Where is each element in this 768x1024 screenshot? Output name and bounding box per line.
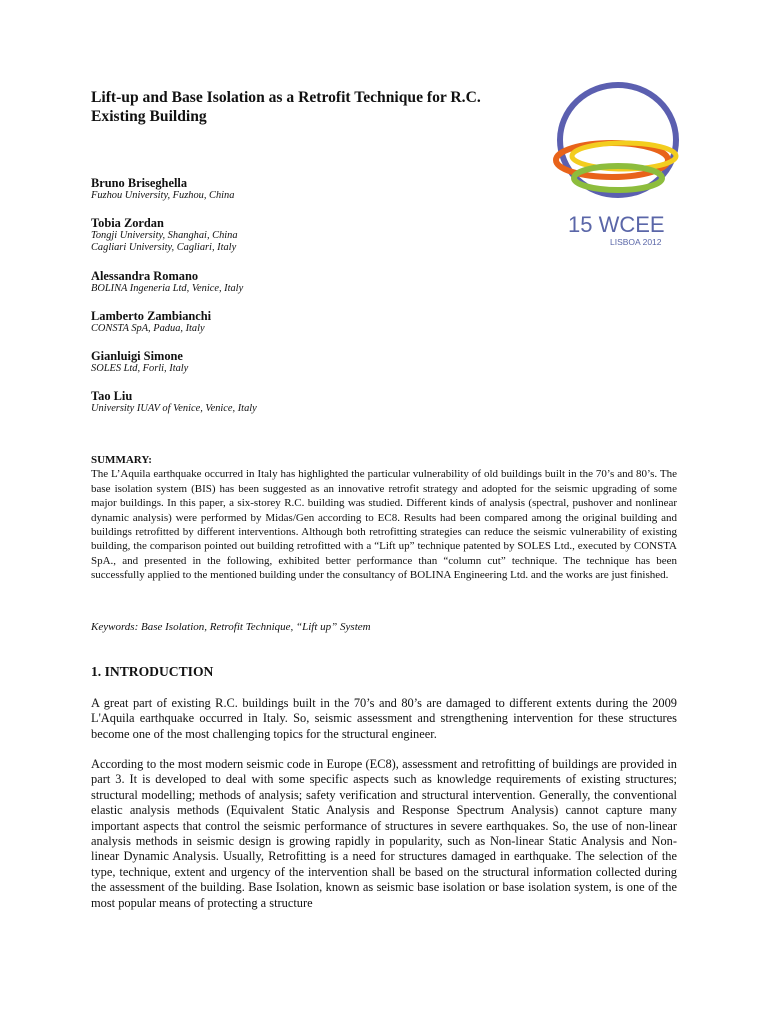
author-affiliation: CONSTA SpA, Padua, Italy bbox=[91, 322, 205, 334]
author-affiliation: Fuzhou University, Fuzhou, China bbox=[91, 190, 235, 201]
summary-text: The L’Aquila earthquake occurred in Italy has highlighted the particular vulnerability of old buildings built in the 70’s and 80’s. The base isolation system (BIS) has been suggested as an innovative retrofit strategy and adopted for the seismic upgrading of some major buildings. In this paper, a six-storey R.C. building was studied. Different kinds of analysis (spectral, pushover and nonlinear dynamic analysis) were performed by Midas/Gen according to EC8. Results had been compared among the original building and buildings retrofitted by different interventions. Although both retrofitting strategies can reduce the seismic vulnerability of existing building, the comparison pointed out building retrofitted with a “Lift up” technique patented by SOLES Ltd., executed by CONSTA SpA., and presented in the following, exhibited better performance than “column cut” technique. The technique has been successfully applied to the mentioned building under the consultancy of BOLINA Engineering Ltd. and the works are just finished. bbox=[91, 468, 677, 582]
introduction-paragraph: A great part of existing R.C. buildings built in the 70’s and 80’s are damaged to different extents during the 2009 L'Aquila earthquake occurred in Italy. So, seismic assessment and strengthening intervention for these structures become one of the most challenging topics for the structural engineer. bbox=[91, 696, 677, 741]
author-entry bbox=[91, 216, 491, 254]
author-name: Gianluigi Simone bbox=[91, 349, 183, 364]
author-affiliation: Tongji University, Shanghai, China bbox=[91, 230, 238, 242]
author-entry bbox=[91, 176, 491, 202]
author-affiliation: SOLES Ltd, Forli, Italy bbox=[91, 363, 189, 375]
author-name: Tao Liu bbox=[91, 389, 133, 404]
keywords: Keywords: Base Isolation, Retrofit Technique, “Lift up” System bbox=[91, 621, 371, 633]
logo-subtext: LISBOA 2012 bbox=[610, 237, 662, 247]
section-heading-introduction: 1. INTRODUCTION bbox=[91, 664, 214, 679]
author-list bbox=[91, 176, 491, 429]
paper-title: Lift-up and Base Isolation as a Retrofit Technique for R.C. Existing Building bbox=[91, 89, 481, 125]
author-affiliation: University IUAV of Venice, Venice, Italy bbox=[91, 403, 257, 415]
author-name: Lamberto Zambianchi bbox=[91, 308, 212, 323]
author-affiliation: BOLINA Ingeneria Ltd, Venice, Italy bbox=[91, 282, 244, 294]
conference-logo bbox=[548, 82, 684, 252]
author-entry bbox=[91, 269, 491, 295]
author-entry bbox=[91, 309, 491, 335]
author-name: Alessandra Romano bbox=[91, 268, 199, 283]
author-affiliation: Cagliari University, Cagliari, Italy bbox=[91, 242, 237, 254]
author-name: Tobia Zordan bbox=[91, 216, 164, 231]
summary-heading: SUMMARY: bbox=[91, 454, 152, 466]
logo-text: 15 WCEE bbox=[568, 212, 665, 237]
author-entry bbox=[91, 389, 491, 415]
summary-section bbox=[91, 453, 677, 583]
author-name: Bruno Briseghella bbox=[91, 176, 188, 190]
introduction-paragraph: According to the most modern seismic code in Europe (EC8), assessment and retrofitting of buildings are provided in part 3. It is developed to deal with some specific aspects such as knowledge requirements of existing structures; structural modelling; methods of analysis; safety verification and structural intervention. Generally, the conventional elastic analysis methods (Equivalent Static Analysis and Response Spectrum Analysis) cannot capture many important aspects that control the seismic performance of structures in severe earthquakes. So, the use of non-linear analysis methods in seismic design is growing rapidly in popularity, such as Non-linear Static Analysis and Non-linear Dynamic Analysis. Usually, Retrofitting is a need for structures damaged in earthquake. The selection of the type, technique, extent and urgency of the intervention shall be based on the structural information collected during the assessment of the building. Base Isolation, known as seismic base isolation or base isolation system, is one of the most popular means of protecting a structure bbox=[91, 757, 677, 910]
author-entry bbox=[91, 349, 491, 375]
